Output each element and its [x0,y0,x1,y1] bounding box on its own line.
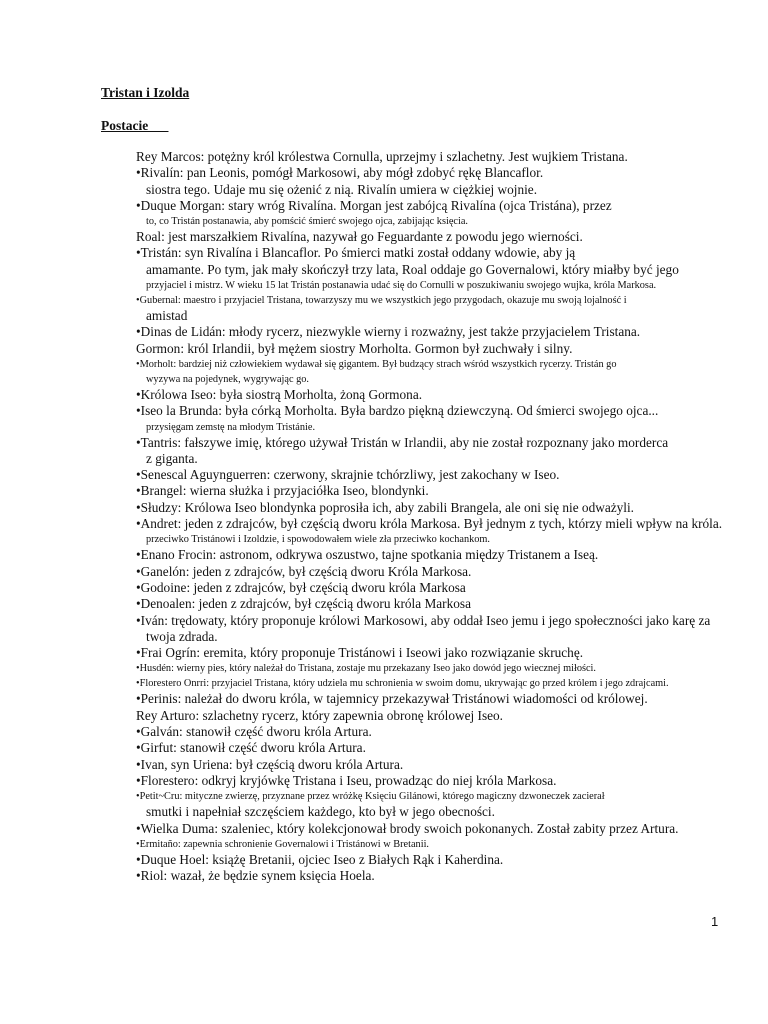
character-entry-line: siostra tego. Udaje mu się ożenić z nią. Rivalín umiera w ciężkiej wojnie. [146,181,538,197]
character-entry-line: z giganta. [146,450,198,466]
section-heading: Postacie [101,118,169,133]
character-entry-line: •Ivan, syn Uriena: był częścią dworu króla Artura. [136,756,404,772]
character-entry-line: •Petit~Cru: mityczne zwierzę, przyznane przez wróżkę Księciu Gilánowi, którego magiczny dzwoneczek zacierał [136,791,605,803]
character-entry-line: •Ermitaño: zapewnia schronienie Governalowi i Tristánowi w Bretanii. [136,838,429,850]
document-title: Tristan i Izolda [101,85,190,100]
character-entry-line: •Godoine: jeden z zdrajców, był częścią dworu króla Markosa [136,579,466,595]
character-entry-line: •Senescal Aguynguerren: czerwony, skrajnie tchórzliwy, jest zakochany w Iseo. [136,467,560,483]
character-entry-line: to, co Tristán postanawia, aby pomścić śmierć swojego ojca, zabijając księcia. [146,216,468,228]
character-entry-line: przeciwko Tristánowi i Izoldzie, i spowodowałem wiele zła przeciwko kochankom. [146,534,490,546]
character-entry-line: Rey Marcos: potężny król królestwa Cornulla, uprzejmy i szlachetny. Jest wujkiem Tristana. [136,149,628,164]
character-entry-line: •Andret: jeden z zdrajców, był częścią dworu króla Markosa. Był jednym z tych, którzy mieli wpływ na króla. [136,516,723,532]
character-entry-line: •Girfut: stanowił część dworu króla Artura. [136,740,366,756]
character-entry-line: Roal: jest marszałkiem Rivalína, nazywał go Feguardante z powodu jego wierności. [136,229,583,245]
character-entry-line: wyzywa na pojedynek, wygrywając go. [146,373,309,385]
character-entry-line: twoja zdrada. [146,628,218,644]
character-entry-line: •Riol: wazał, że będzie synem księcia Hoela. [136,868,375,884]
character-entry-line: •Florestero: odkryj kryjówkę Tristana i Iseu, prowadząc do niej króla Markosa. [136,772,557,788]
character-list [136,149,768,884]
character-entry-line: przysięgam zemstę na młodym Tristánie. [146,421,316,433]
character-entry-line: •Frai Ogrín: eremita, który proponuje Tristánowi i Iseowi jako rozwiązanie skruchę. [136,645,584,661]
character-entry-line: •Enano Frocin: astronom, odkrywa oszustwo, tajne spotkania między Tristanem a Iseą. [136,547,599,563]
character-entry-line: •Florestero Onrri: przyjaciel Tristana, który udziela mu schronienia w swoim domu, ukrywając go przed królem i jego zdrajcami. [136,678,669,690]
character-entry-line: •Gubernal: maestro i przyjaciel Tristana, towarzyszy mu we wszystkich jego przygodach, okazuje mu swoją lojalność i [136,295,627,307]
character-entry-line: Gormon: król Irlandii, był mężem siostry Morholta. Gormon był zuchwały i silny. [136,340,573,356]
character-entry-line: •Husdén: wierny pies, który należał do Tristana, zostaje mu przekazany Iseo jako dowód jego wiecznej miłości. [136,663,596,675]
character-entry-line: Rey Arturo: szlachetny rycerz, który zapewnia obronę królowej Iseo. [136,707,504,723]
character-entry-line: •Iván: trędowaty, który proponuje królowi Markosowi, aby oddał Iseo jemu i jego społeczności jako karę za [136,612,711,628]
character-entry-line: •Dinas de Lidán: młody rycerz, niezwykle wierny i rozważny, jest także przyjacielem Tristana. [136,324,641,340]
character-entry-line: •Królowa Iseo: była siostrą Morholta, żoną Gormona. [136,386,423,402]
character-entry-line: •Perinis: należał do dworu króla, w tajemnicy przekazywał Tristánowi wiadomości od królowej. [136,691,648,707]
page-number: 1 [711,914,719,929]
character-entry-line: •Tristán: syn Rivalína i Blancaflor. Po śmierci matki został oddany wdowie, aby ją [136,245,576,261]
character-entry-line: •Słudzy: Królowa Iseo blondynka poprosiła ich, aby zabili Brangela, ale oni się nie odważyli. [136,499,634,515]
character-entry-line: smutki i napełniał szczęściem każdego, kto był w jego obecności. [146,804,495,820]
character-entry-line: •Tantris: fałszywe imię, którego używał Tristán w Irlandii, aby nie został rozpoznany jako morderca [136,434,669,450]
character-entry-line: •Ganelón: jeden z zdrajców, był częścią dworu Króla Markosa. [136,563,472,579]
character-entry-line: •Duque Hoel: książę Bretanii, ojciec Iseo z Białych Rąk i Kaherdina. [136,851,504,867]
character-entry-line: •Brangel: wierna służka i przyjaciółka Iseo, blondynki. [136,483,429,499]
character-entry-line: •Morholt: bardziej niż człowiekiem wydawał się gigantem. Był budzący strach wśród wszystkich rycerzy. Tristán go [136,358,617,370]
character-entry-line: amamante. Po tym, jak mały skończył trzy lata, Roal oddaje go Governalowi, który miałby być jego [146,261,679,277]
character-entry-line: •Rivalín: pan Leonis, pomógł Markosowi, aby mógł zdobyć rękę Blancaflor. [136,165,544,181]
character-entry-line: •Wielka Duma: szaleniec, który kolekcjonował brody swoich pokonanych. Został zabity przez Artura. [136,820,679,836]
character-entry-line: •Duque Morgan: stary wróg Rivalína. Morgan jest zabójcą Rivalína (ojca Tristána), przez [136,197,612,213]
character-entry-line: •Iseo la Brunda: była córką Morholta. Była bardzo piękną dziewczyną. Od śmierci swojego ojca... [136,403,659,419]
character-entry-line: amistad [146,308,188,324]
character-entry-line: •Denoalen: jeden z zdrajców, był częścią dworu króla Markosa [136,596,471,612]
character-entry-line: •Galván: stanowił część dworu króla Artura. [136,724,372,740]
character-entry-line: przyjaciel i mistrz. W wieku 15 lat Tristán postanawia udać się do Cornulli w poszukiwaniu swojego wujka, króla Markosa. [146,280,657,292]
